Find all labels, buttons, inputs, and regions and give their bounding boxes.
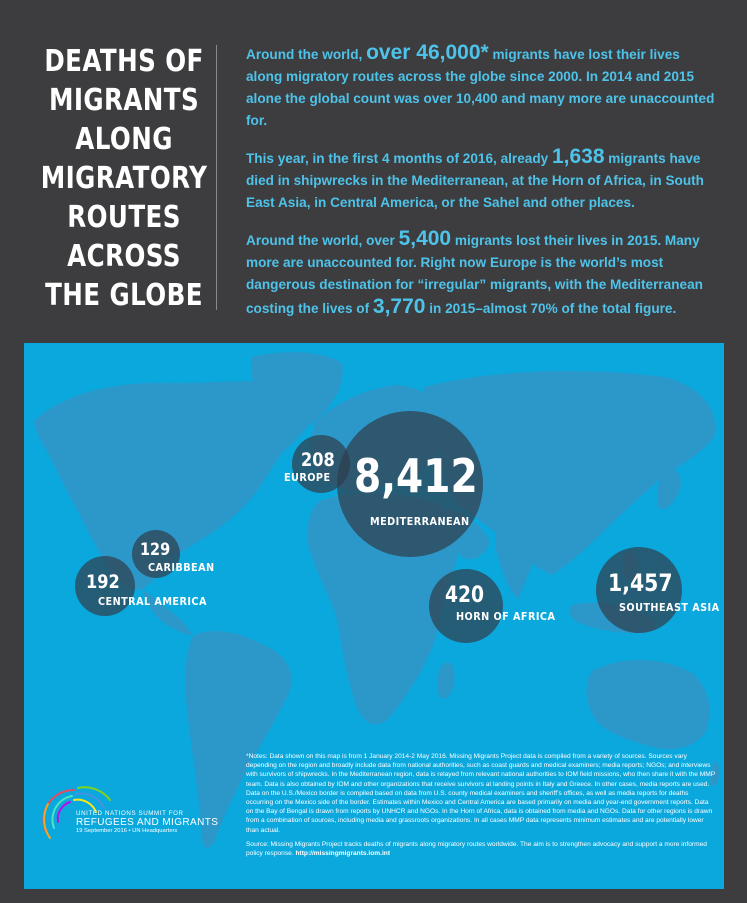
intro-text-span: Around the world,	[246, 47, 367, 62]
summit-logo-text	[76, 810, 218, 834]
stat-2015-deaths: 5,400	[398, 227, 452, 250]
central-america-value: 192	[86, 571, 120, 593]
title-line: MIGRATORY	[40, 161, 208, 196]
title-line: MIGRANTS	[48, 83, 200, 118]
title-line: THE GLOBE	[45, 278, 203, 313]
mediterranean-label: MEDITERRANEAN	[370, 515, 470, 528]
southeast-asia-label: SOUTHEAST ASIA	[619, 601, 720, 614]
mediterranean-value: 8,412	[354, 449, 478, 503]
title-line: ROUTES	[67, 200, 181, 235]
horn-of-africa-label: HORN OF AFRICA	[456, 610, 556, 623]
intro-text-span: migrants have lost their lives along migratory routes across the globe since 2000. In 2014 and 2015 alone the global count was over 10,400 and many more are unaccounted for.	[246, 47, 715, 128]
title-line: ACROSS	[67, 239, 181, 274]
madagascar-shape	[437, 662, 454, 698]
caribbean-label: CARIBBEAN	[148, 561, 215, 574]
caribbean-value: 129	[140, 540, 171, 560]
intro-text-span: This year, in the first 4 months of 2016, already	[246, 151, 552, 166]
intro-paragraph-3	[246, 228, 716, 320]
title-divider	[216, 45, 217, 310]
southeast-asia-value: 1,457	[608, 569, 673, 597]
logo-line-1: UNITED NATIONS SUMMIT FOR	[76, 810, 184, 817]
horn-of-africa-value: 420	[445, 583, 485, 608]
central-america-label: CENTRAL AMERICA	[98, 595, 207, 608]
notes-block	[246, 752, 716, 863]
source-statement: Source: Missing Migrants Project tracks deaths of migrants along migratory routes worldwide. The aim is to strengthen advocacy and support a more informed policy response.	[246, 840, 707, 858]
logo-line-3: 19 September 2016 • UN Headquarters	[76, 828, 178, 834]
intro-paragraph-1	[246, 42, 716, 132]
intro-text-span: in 2015–almost 70% of the total figure.	[425, 301, 677, 316]
europe-value: 208	[301, 449, 335, 471]
intro-text	[246, 42, 716, 334]
intro-text-span: Around the world, over	[246, 233, 399, 248]
stat-mediterranean-2015: 3,770	[372, 295, 426, 318]
europe-label: EUROPE	[284, 471, 331, 484]
intro-paragraph-2	[246, 146, 716, 214]
title-line: DEATHS OF	[44, 44, 204, 79]
australia-shape	[586, 660, 709, 749]
intro-text-span: migrants lost their lives in 2015. Many more are unaccounted for. Right now Europe is the world’s most dangerous destination for “irregular” migrants, with the Mediterranean costing the lives of	[246, 233, 703, 316]
source-link[interactable]: http://missingmigrants.iom.int	[295, 850, 391, 858]
intro-text-span: migrants have died in shipwrecks in the Mediterranean, at the Horn of Africa, in South East Asia, in Central America, or the Sahel and other places.	[246, 151, 704, 210]
title-line: ALONG	[75, 122, 173, 157]
notes-text: *Notes: Data shown on this map is from 1 January 2014-2 May 2016. Missing Migrants Project data is compiled from a variety of sources. Sources vary depending on the region and broadly include data from national authorities, such as coast guards and medical examiners; media reports; NGOs; and interviews with survivors of shipwrecks. In the Mediterranean region, data is relayed from relevant national authorities to IOM field missions, who then share it with the MMP team. Data is also obtained by IOM and other organizations that receive survivors at landing points in Italy and Greece. In other cases, media reports are used. Data on the U.S./Mexico border is compiled based on data from U.S. county medical examiners and sheriff’s offices, as well as media reports for deaths occurring on the Mexico side of the border. Estimates within Mexico and Central America are based primarily on media and year-end government reports. Data on the Bay of Bengal is drawn from reports by UNHCR and NGOs. In the Horn of Africa, data is obtained from media and NGOs. Data for other regions is drawn from a combination of sources, including media and grassroots organizations. In all cases MMP data represents minimum estimates and are potentially lower than actual.	[246, 753, 715, 834]
logo-line-2: REFUGEES AND MIGRANTS	[76, 817, 219, 828]
stat-2016-deaths: 1,638	[551, 145, 605, 168]
stat-total-deaths: over 46,000*	[366, 41, 489, 64]
page-title	[40, 42, 208, 315]
source-text	[246, 840, 716, 858]
